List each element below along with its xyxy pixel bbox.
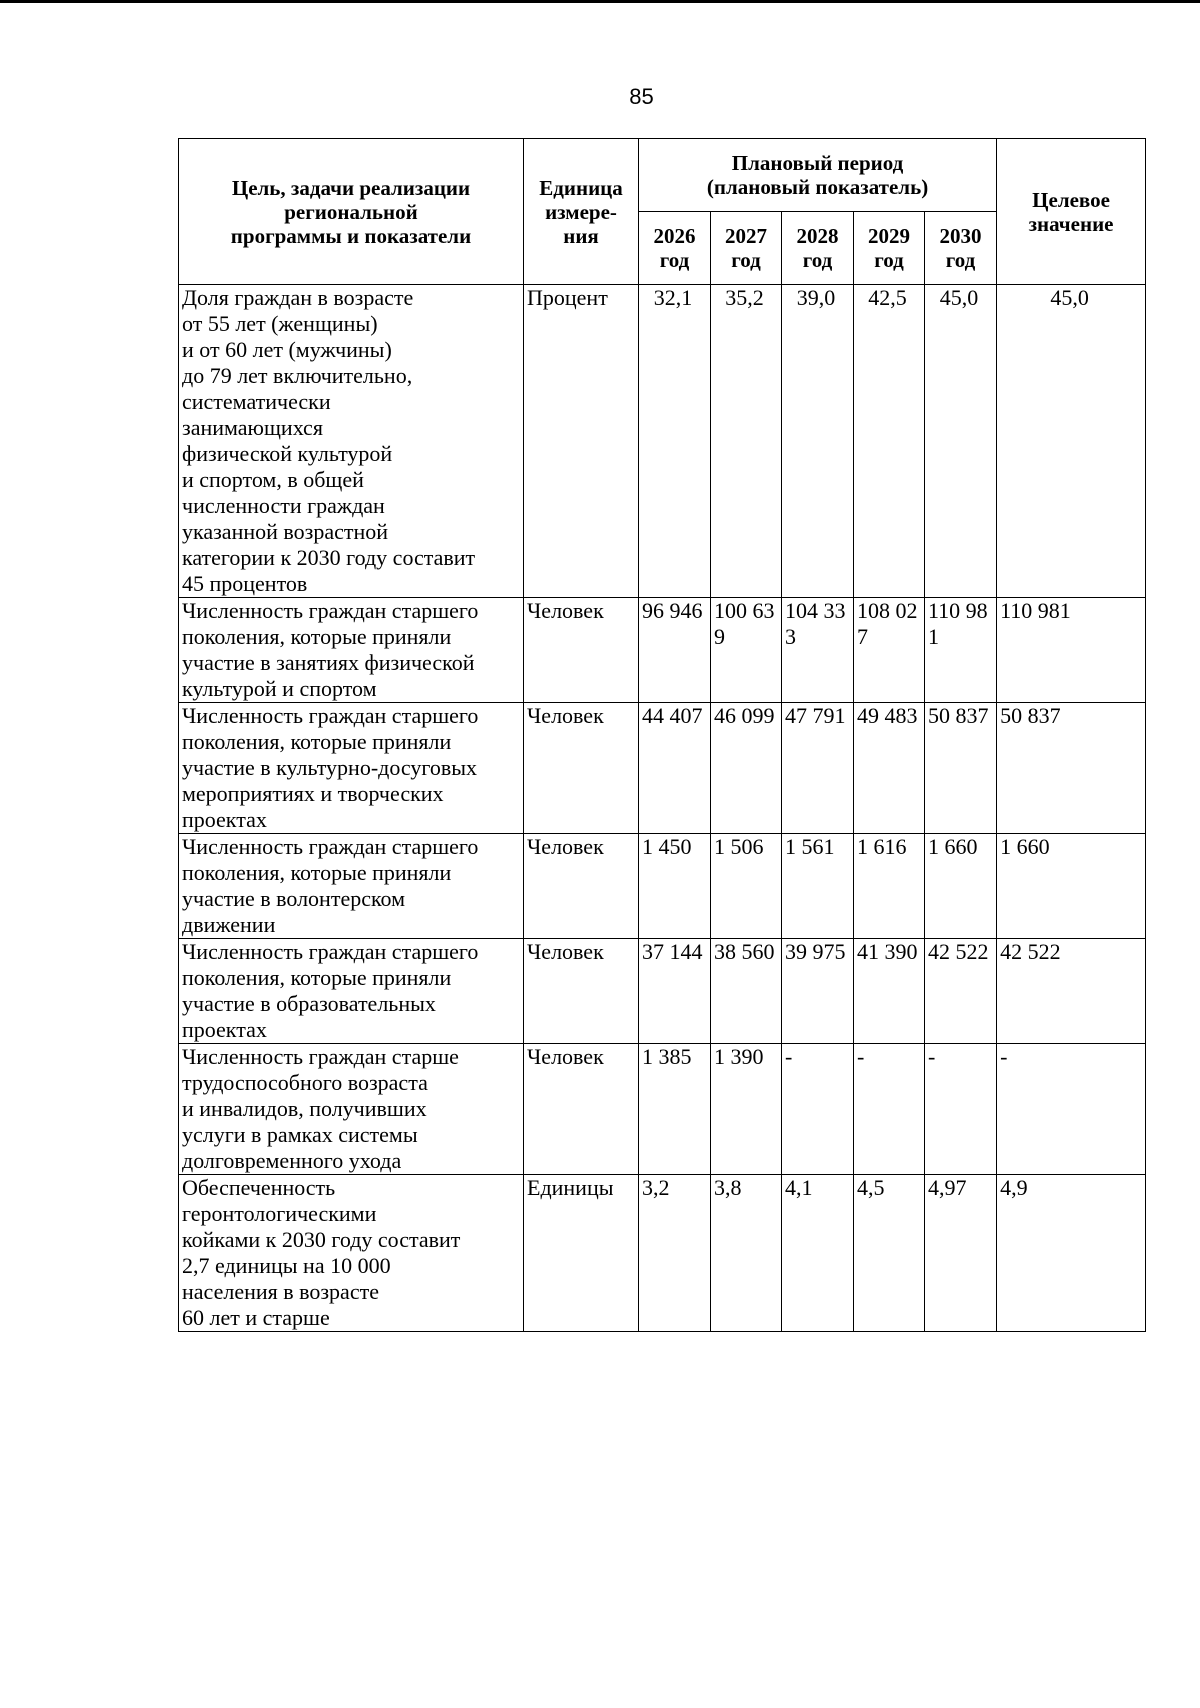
header-unit-label: Единица измере- ния xyxy=(539,175,623,248)
header-year-label: 2030 год xyxy=(939,224,982,272)
indicator-value: 110 981 xyxy=(925,598,997,703)
table-row xyxy=(179,285,1146,598)
indicator-value: 46 099 xyxy=(711,703,782,834)
indicator-value: 38 560 xyxy=(711,939,782,1044)
indicator-description: Численность граждан старшего поколения, которые приняли участие в культурно-досуговых мероприятиях и творческих проектах xyxy=(179,703,524,834)
indicator-value: 45,0 xyxy=(925,285,997,598)
indicator-target: 42 522 xyxy=(997,939,1146,1044)
indicators-table xyxy=(178,138,1146,1332)
header-year-label: 2028 год xyxy=(796,224,839,272)
indicator-value: 3,8 xyxy=(711,1175,782,1332)
table-row xyxy=(179,1044,1146,1175)
table-row xyxy=(179,703,1146,834)
indicator-value: 1 561 xyxy=(782,834,854,939)
header-year-label: 2029 год xyxy=(868,224,910,272)
indicator-value: 42 522 xyxy=(925,939,997,1044)
indicator-value: 1 385 xyxy=(639,1044,711,1175)
indicator-value: 42,5 xyxy=(854,285,925,598)
indicator-unit: Процент xyxy=(524,285,639,598)
indicator-description: Численность граждан старшего поколения, которые приняли участие в образовательных проектах xyxy=(179,939,524,1044)
indicator-target: 1 660 xyxy=(997,834,1146,939)
header-goal xyxy=(179,139,524,285)
indicator-value: 41 390 xyxy=(854,939,925,1044)
indicator-unit: Человек xyxy=(524,939,639,1044)
indicator-value: 96 946 xyxy=(639,598,711,703)
indicator-value: 4,97 xyxy=(925,1175,997,1332)
indicator-value: 100 639 xyxy=(711,598,782,703)
indicator-description: Численность граждан старше трудоспособного возраста и инвалидов, получивших услуги в рамках системы долговременного ухода xyxy=(179,1044,524,1175)
header-year-label: 2027 год xyxy=(725,224,767,272)
header-year xyxy=(782,212,854,285)
header-planned-period-label: Плановый период (плановый показатель) xyxy=(706,151,929,199)
header-year xyxy=(925,212,997,285)
indicator-description: Доля граждан в возрасте от 55 лет (женщины) и от 60 лет (мужчины) до 79 лет включительно, систематически занимающихся физической культурой и спортом, в общей численности граждан указанной возрастной категории к 2030 году составит 45 процентов xyxy=(179,285,524,598)
indicator-value: - xyxy=(782,1044,854,1175)
table-row xyxy=(179,939,1146,1044)
indicator-value: 1 390 xyxy=(711,1044,782,1175)
indicator-value: - xyxy=(854,1044,925,1175)
indicator-description: Обеспеченность геронтологическими койками к 2030 году составит 2,7 единицы на 10 000 населения в возрасте 60 лет и старше xyxy=(179,1175,524,1332)
indicator-value: 4,1 xyxy=(782,1175,854,1332)
header-year xyxy=(711,212,782,285)
indicator-description: Численность граждан старшего поколения, которые приняли участие в занятиях физической культурой и спортом xyxy=(179,598,524,703)
header-target-label: Целевое значение xyxy=(1028,187,1114,236)
indicator-value: 1 450 xyxy=(639,834,711,939)
indicator-value: 3,2 xyxy=(639,1175,711,1332)
indicator-value: 1 660 xyxy=(925,834,997,939)
indicator-value: 47 791 xyxy=(782,703,854,834)
header-target xyxy=(997,139,1146,285)
indicator-value: 49 483 xyxy=(854,703,925,834)
indicator-target: 110 981 xyxy=(997,598,1146,703)
indicator-value: 37 144 xyxy=(639,939,711,1044)
page-top-border xyxy=(0,0,1200,3)
indicator-value: 1 616 xyxy=(854,834,925,939)
indicator-target: - xyxy=(997,1044,1146,1175)
header-year xyxy=(639,212,711,285)
header-unit xyxy=(524,139,639,285)
table-row xyxy=(179,834,1146,939)
header-year xyxy=(854,212,925,285)
indicator-target: 4,9 xyxy=(997,1175,1146,1332)
header-year-label: 2026 год xyxy=(653,224,696,272)
indicator-value: 39 975 xyxy=(782,939,854,1044)
header-goal-label: Цель, задачи реализации региональной программы и показатели xyxy=(230,175,472,248)
indicator-value: 32,1 xyxy=(639,285,711,598)
indicator-unit: Человек xyxy=(524,703,639,834)
indicator-target: 50 837 xyxy=(997,703,1146,834)
indicator-unit: Человек xyxy=(524,1044,639,1175)
header-planned-period xyxy=(639,139,997,212)
indicator-value: 44 407 xyxy=(639,703,711,834)
indicator-unit: Человек xyxy=(524,834,639,939)
table-row xyxy=(179,598,1146,703)
indicator-target: 45,0 xyxy=(997,285,1146,598)
table-row xyxy=(179,1175,1146,1332)
indicator-unit: Единицы xyxy=(524,1175,639,1332)
indicator-value: 35,2 xyxy=(711,285,782,598)
indicator-value: 1 506 xyxy=(711,834,782,939)
page-number: 85 xyxy=(629,84,654,109)
indicator-value: 39,0 xyxy=(782,285,854,598)
indicator-value: 4,5 xyxy=(854,1175,925,1332)
indicator-unit: Человек xyxy=(524,598,639,703)
indicator-value: 108 027 xyxy=(854,598,925,703)
indicator-description: Численность граждан старшего поколения, которые приняли участие в волонтерском движении xyxy=(179,834,524,939)
indicator-value: 50 837 xyxy=(925,703,997,834)
indicator-value: - xyxy=(925,1044,997,1175)
indicator-value: 104 333 xyxy=(782,598,854,703)
